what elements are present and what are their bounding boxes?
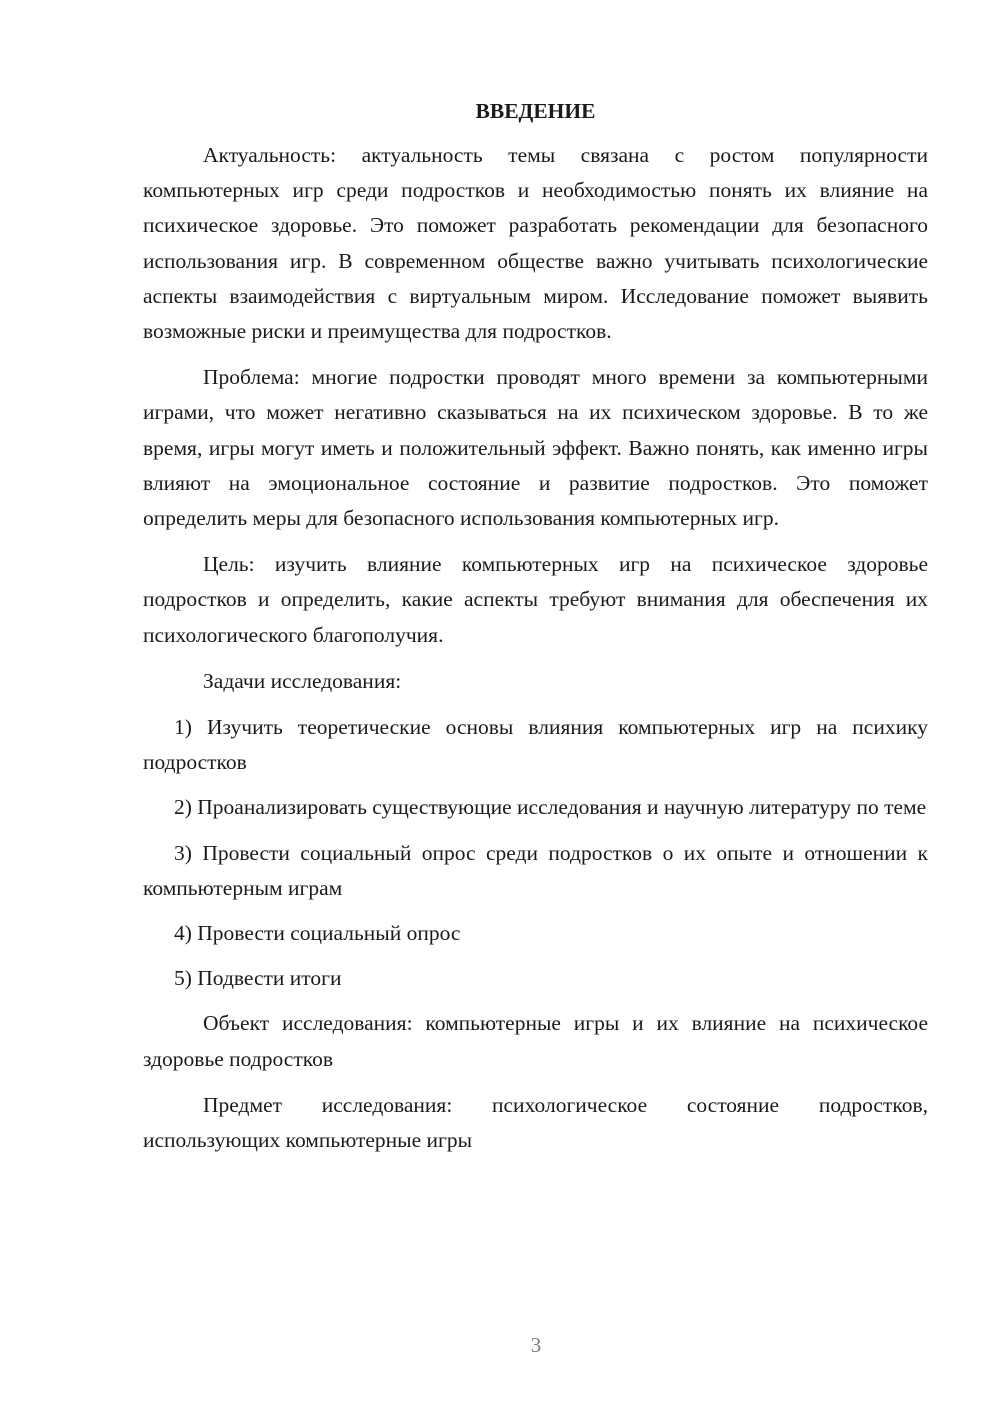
relevance-paragraph: Актуальность: актуальность темы связана с ростом популярности компьютерных игр среди подростков и необходимостью понять их влияние на психическое здоровье. Это поможет разработать рекомендации для безопасного использования игр. В современном обществе важно учитывать психологические аспекты взаимодействия с виртуальным миром. Исследование поможет выявить возможные риски и преимущества для подростков. bbox=[143, 143, 928, 344]
task-item-3: 3) Провести социальный опрос среди подростков о их опыте и отношении к компьютерным играм bbox=[143, 840, 928, 900]
problem-paragraph: Проблема: многие подростки проводят много времени за компьютерными играми, что может негативно сказываться на их психическом здоровье. В то же время, игры могут иметь и положительный эффект. Важно понять, как именно игры влияют на эмоциональное состояние и развитие подростков. Это поможет определить меры для безопасного использования компьютерных игр. bbox=[143, 365, 928, 531]
goal-paragraph: Цель: изучить влияние компьютерных игр на психическое здоровье подростков и определить, какие аспекты требуют внимания для обеспечения их психологического благополучия. bbox=[143, 552, 928, 647]
object-paragraph: Объект исследования: компьютерные игры и их влияние на психическое здоровье подростков bbox=[143, 1011, 928, 1071]
document-page bbox=[143, 94, 928, 1169]
tasks-heading: Задачи исследования: bbox=[203, 668, 402, 693]
page-title: ВВЕДЕНИЕ bbox=[475, 99, 596, 123]
task-item-1: 1) Изучить теоретические основы влияния компьютерных игр на психику подростков bbox=[143, 715, 928, 775]
page-number: 3 bbox=[530, 1333, 542, 1357]
task-item-5: 5) Подвести итоги bbox=[174, 966, 342, 991]
task-item-4: 4) Провести социальный опрос bbox=[174, 921, 461, 946]
task-item-2: 2) Проанализировать существующие исследования и научную литературу по теме bbox=[174, 795, 927, 820]
subject-paragraph: Предмет исследования: психологическое состояние подростков, использующих компьютерные игры bbox=[143, 1092, 928, 1153]
